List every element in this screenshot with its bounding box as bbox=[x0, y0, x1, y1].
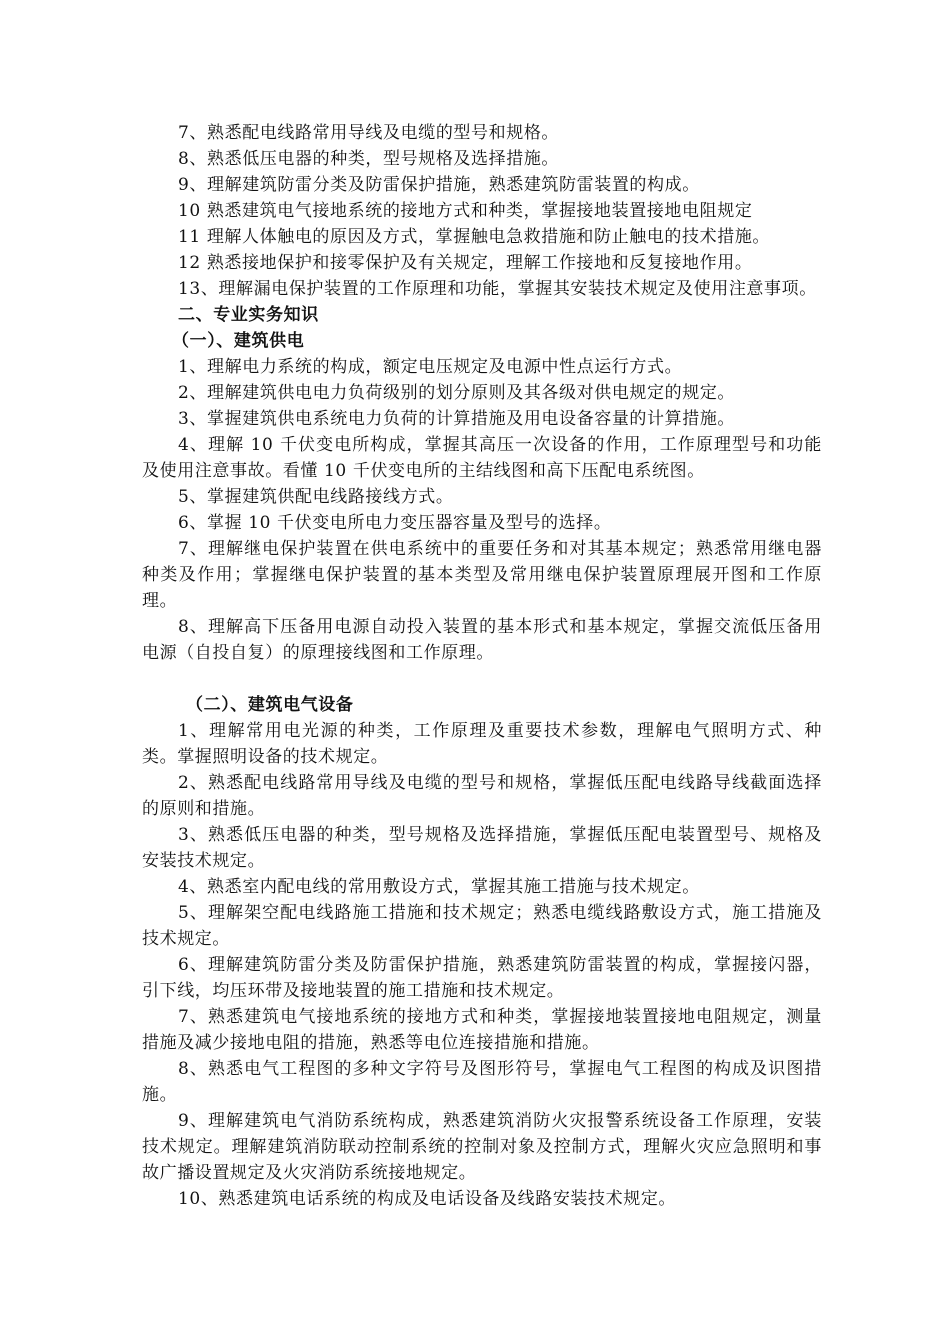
subsection-heading: （二）、建筑电气设备 bbox=[186, 695, 354, 715]
paragraph: 11 理解人体触电的原因及方式，掌握触电急救措施和防止触电的技术措施。 bbox=[178, 227, 771, 247]
spacer bbox=[142, 666, 822, 692]
paragraph: 7、理解继电保护装置在供电系统中的重要任务和对其基本规定；熟悉常用继电器种类及作用；掌握继电保护装置的基本类型及常用继电保护装置原理展开图和工作原理。 bbox=[142, 539, 822, 611]
paragraph: 3、熟悉低压电器的种类，型号规格及选择措施，掌握低压配电装置型号、规格及安装技术规定。 bbox=[142, 825, 822, 871]
paragraph: 1、理解常用电光源的种类，工作原理及重要技术参数，理解电气照明方式、种类。掌握照明设备的技术规定。 bbox=[142, 721, 822, 767]
subsection-heading: （一）、建筑供电 bbox=[172, 331, 305, 351]
paragraph: 3、掌握建筑供电系统电力负荷的计算措施及用电设备容量的计算措施。 bbox=[178, 409, 736, 429]
paragraph: 2、熟悉配电线路常用导线及电缆的型号和规格，掌握低压配电线路导线截面选择的原则和措施。 bbox=[142, 773, 822, 819]
paragraph: 12 熟悉接地保护和接零保护及有关规定，理解工作接地和反复接地作用。 bbox=[178, 253, 753, 273]
paragraph: 5、掌握建筑供配电线路接线方式。 bbox=[178, 487, 454, 507]
paragraph: 6、掌握 10 千伏变电所电力变压器容量及型号的选择。 bbox=[178, 513, 612, 533]
paragraph: 9、理解建筑电气消防系统构成，熟悉建筑消防火灾报警系统设备工作原理，安装技术规定。理解建筑消防联动控制系统的控制对象及控制方式，理解火灾应急照明和事故广播设置规定及火灾消防系统接地规定。 bbox=[142, 1111, 822, 1183]
section-heading: 二、专业实务知识 bbox=[178, 305, 319, 325]
paragraph: 4、理解 10 千伏变电所构成，掌握其高压一次设备的作用，工作原理型号和功能及使用注意事故。看懂 10 千伏变电所的主结线图和高下压配电系统图。 bbox=[142, 435, 822, 481]
paragraph: 2、理解建筑供电电力负荷级别的划分原则及其各级对供电规定的规定。 bbox=[178, 383, 736, 403]
paragraph: 8、熟悉低压电器的种类，型号规格及选择措施。 bbox=[178, 149, 560, 169]
paragraph: 9、理解建筑防雷分类及防雷保护措施，熟悉建筑防雷装置的构成。 bbox=[178, 175, 700, 195]
paragraph: 8、熟悉电气工程图的多种文字符号及图形符号，掌握电气工程图的构成及识图措施。 bbox=[142, 1059, 822, 1105]
paragraph: 10、熟悉建筑电话系统的构成及电话设备及线路安装技术规定。 bbox=[178, 1189, 677, 1209]
paragraph: 7、熟悉配电线路常用导线及电缆的型号和规格。 bbox=[178, 123, 560, 143]
paragraph: 7、熟悉建筑电气接地系统的接地方式和种类，掌握接地装置接地电阻规定，测量措施及减少接地电阻的措施，熟悉等电位连接措施和措施。 bbox=[142, 1007, 822, 1053]
paragraph: 13、理解漏电保护装置的工作原理和功能，掌握其安装技术规定及使用注意事项。 bbox=[178, 279, 817, 299]
paragraph: 5、理解架空配电线路施工措施和技术规定；熟悉电缆线路敷设方式，施工措施及技术规定。 bbox=[142, 903, 822, 949]
paragraph: 1、理解电力系统的构成，额定电压规定及电源中性点运行方式。 bbox=[178, 357, 683, 377]
paragraph: 4、熟悉室内配电线的常用敷设方式，掌握其施工措施与技术规定。 bbox=[178, 877, 700, 897]
paragraph: 8、理解高下压备用电源自动投入装置的基本形式和基本规定，掌握交流低压备用电源（自投自复）的原理接线图和工作原理。 bbox=[142, 617, 822, 663]
paragraph: 10 熟悉建筑电气接地系统的接地方式和种类，掌握接地装置接地电阻规定 bbox=[178, 201, 753, 221]
document-body bbox=[142, 120, 822, 1212]
paragraph: 6、理解建筑防雷分类及防雷保护措施，熟悉建筑防雷装置的构成，掌握接闪器，引下线，均压环带及接地装置的施工措施和技术规定。 bbox=[142, 955, 822, 1001]
